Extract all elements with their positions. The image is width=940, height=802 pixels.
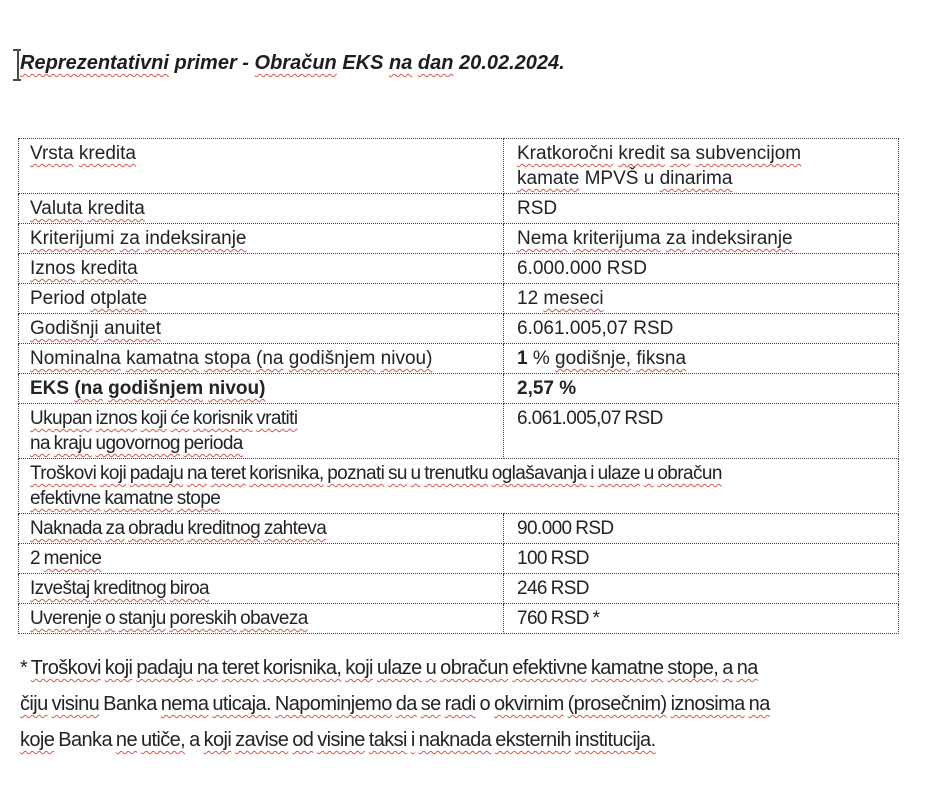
row-label[interactable]: Ukupan iznos koji će korisnik vratiti na kraju ugovornog perioda: [19, 404, 504, 459]
row-label[interactable]: 2 menice: [19, 544, 504, 574]
table-row-izvestaj-biroa: [19, 574, 899, 604]
row-value[interactable]: 12 meseci: [504, 284, 899, 314]
row-label[interactable]: Period otplate: [19, 284, 504, 314]
row-value[interactable]: 246 RSD: [504, 574, 899, 604]
footnote-paragraph: [20, 650, 928, 758]
row-label[interactable]: Izveštaj kreditnog biroa: [19, 574, 504, 604]
row-value[interactable]: 100 RSD: [504, 544, 899, 574]
table-row-period-otplate: [19, 284, 899, 314]
table-row-uverenje: [19, 604, 899, 634]
table-row-ukupan-iznos: [19, 404, 899, 459]
row-label[interactable]: Valuta kredita: [19, 194, 504, 224]
row-value[interactable]: Kratkoročni kredit sa subvencijom kamate MPVŠ u dinarima: [504, 139, 899, 194]
row-value[interactable]: Nema kriterijuma za indeksiranje: [504, 224, 899, 254]
merged-row-text[interactable]: Troškovi koji padaju na teret korisnika, poznati su u trenutku oglašavanja i ulaze u obračun efektivne kamatne stope: [19, 459, 899, 514]
table-row-troskovi-header: [19, 459, 899, 514]
row-value[interactable]: 6.061.005,07 RSD: [504, 404, 899, 459]
i-beam-bottom-cap: [13, 79, 21, 81]
representative-example-table: [18, 138, 899, 634]
row-label[interactable]: Godišnji anuitet: [19, 314, 504, 344]
table-row-nominalna-stopa: [19, 344, 899, 374]
table-row-eks: [19, 374, 899, 404]
table-row-menice: [19, 544, 899, 574]
table-row-godisnji-anuitet: [19, 314, 899, 344]
row-value[interactable]: 2,57 %: [504, 374, 899, 404]
row-label[interactable]: Kriterijumi za indeksiranje: [19, 224, 504, 254]
row-label[interactable]: Iznos kredita: [19, 254, 504, 284]
table-row-kriterijumi: [19, 224, 899, 254]
table-row-naknada: [19, 514, 899, 544]
footnote-line: čiju visinu Banka nema uticaja. Napominjemo da se radi o okvirnim (prosečnim) iznosima na: [20, 693, 770, 715]
row-label[interactable]: Uverenje o stanju poreskih obaveza: [19, 604, 504, 634]
row-value[interactable]: 760 RSD *: [504, 604, 899, 634]
row-label[interactable]: Naknada za obradu kreditnog zahteva: [19, 514, 504, 544]
row-value[interactable]: 1 % godišnje, fiksna: [504, 344, 899, 374]
i-beam-bar: [17, 50, 19, 79]
row-value[interactable]: 90.000 RSD: [504, 514, 899, 544]
table-row-iznos-kredita: [19, 254, 899, 284]
footnote-line: * Troškovi koji padaju na teret korisnika, koji ulaze u obračun efektivne kamatne stope, a na: [20, 657, 758, 679]
document-title: Reprezentativni primer - Obračun EKS na dan 20.02.2024.: [20, 52, 565, 74]
table-row-valuta-kredita: [19, 194, 899, 224]
table-row-vrsta-kredita: [19, 139, 899, 194]
row-value[interactable]: 6.000.000 RSD: [504, 254, 899, 284]
row-label[interactable]: EKS (na godišnjem nivou): [19, 374, 504, 404]
row-value[interactable]: RSD: [504, 194, 899, 224]
row-label[interactable]: Nominalna kamatna stopa (na godišnjem nivou): [19, 344, 504, 374]
footnote-line: koje Banka ne utiče, a koji zavise od visine taksi i naknada eksternih institucija.: [20, 729, 656, 751]
row-label[interactable]: Vrsta kredita: [19, 139, 504, 194]
row-value[interactable]: 6.061.005,07 RSD: [504, 314, 899, 344]
